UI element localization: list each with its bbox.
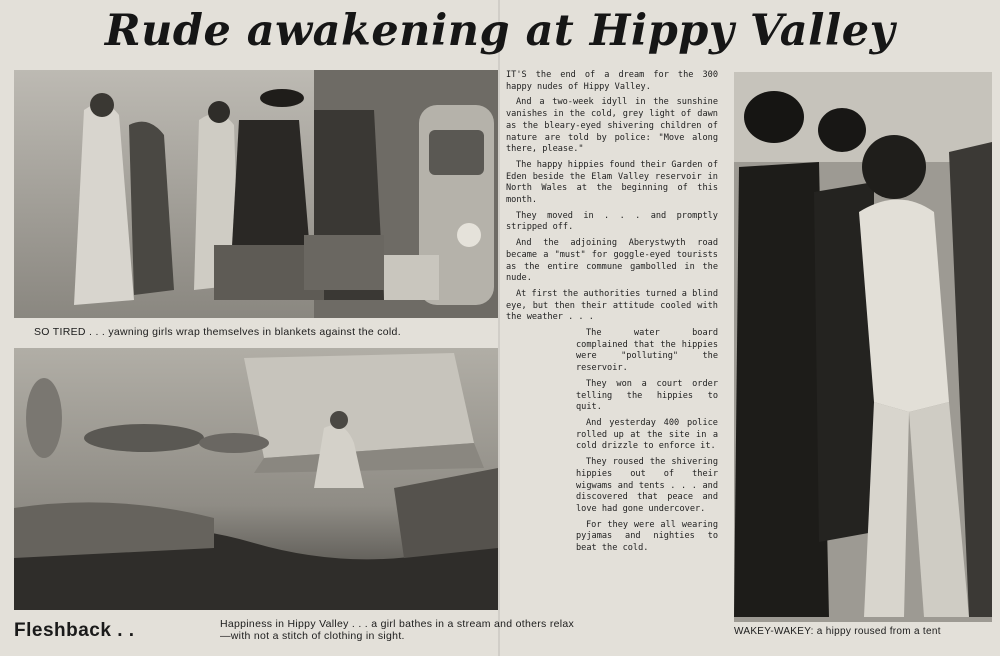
photo-hippies-stream-tent-icon: [14, 348, 498, 610]
caption-top-left: SO TIRED . . . yawning girls wrap themselves in blankets against the cold.: [34, 326, 401, 338]
article-paragraph: They roused the shivering hippies out of their wigwams and tents . . . and discovered that peace and love had gone undercover.: [576, 457, 718, 514]
article-paragraph: They won a court order telling the hippies to quit.: [576, 378, 718, 413]
section-label: Fleshback . .: [14, 620, 135, 641]
article-paragraph: They moved in . . . and promptly stripped off.: [506, 210, 718, 233]
article-column: [506, 70, 718, 559]
photo-bottom-left: [14, 348, 498, 610]
article-paragraph: The happy hippies found their Garden of Eden beside the Elam Valley reservoir in North Wales at the beginning of this month.: [506, 159, 718, 206]
article-paragraph: At first the authorities turned a blind eye, but then their attitude cooled with the weather . . .: [506, 288, 718, 323]
caption-right: WAKEY-WAKEY: a hippy roused from a tent: [734, 626, 941, 637]
fold-line: [498, 0, 500, 656]
article-paragraph: And yesterday 400 police rolled up at the site in a cold drizzle to enforce it.: [576, 417, 718, 452]
photo-top-left: [14, 70, 498, 318]
headline: Rude awakening at Hippy Valley: [104, 6, 896, 56]
article-paragraph: And a two-week idyll in the sunshine vanishes in the cold, grey light of dawn as the bleary-eyed shivering children of nature are told by police: "Move along there, please.": [506, 97, 718, 155]
photo-police-hippy-icon: [734, 72, 992, 622]
photo-hippies-blankets-police-icon: [14, 70, 498, 318]
article-paragraph: IT'S the end of a dream for the 300 happy nudes of Hippy Valley.: [506, 70, 718, 92]
article-paragraph: The water board complained that the hippies were "polluting" the reservoir.: [576, 328, 718, 374]
article-paragraph: For they were all wearing pyjamas and nighties to beat the cold.: [576, 519, 718, 554]
photo-right: [734, 72, 992, 622]
article-paragraph: And the adjoining Aberystwyth road became a "must" for goggle-eyed tourists as the entire commune gambolled in the nude.: [506, 238, 718, 284]
caption-bottom-left: Happiness in Hippy Valley . . . a girl bathes in a stream and others relax—with not a stitch of clothing in sight.: [220, 618, 575, 642]
